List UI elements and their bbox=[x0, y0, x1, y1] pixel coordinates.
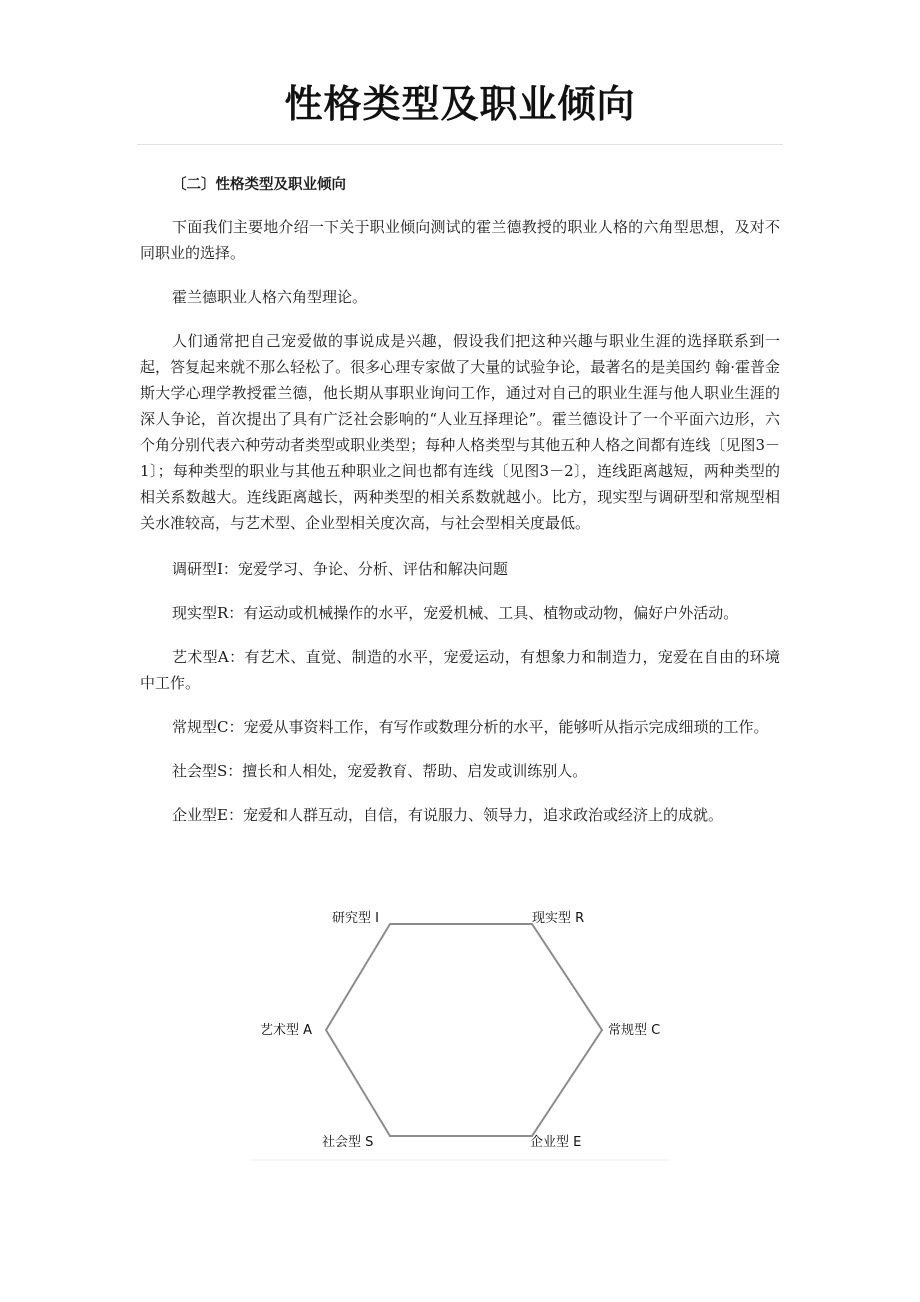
type-conventional-paragraph: 常规型C：宠爱从事资料工作，有写作或数理分析的水平，能够听从指示完成细琐的工作。 bbox=[172, 718, 769, 736]
type-investigative-paragraph: 调研型I：宠爱学习、争论、分析、评估和解决问题 bbox=[172, 560, 508, 578]
theory-heading-paragraph: 霍兰德职业人格六角型理论。 bbox=[172, 288, 368, 306]
hexagon-outline bbox=[326, 924, 602, 1136]
label-artistic: 艺术型 A bbox=[260, 1023, 313, 1038]
section-heading: 〔二〕性格类型及职业倾向 bbox=[172, 177, 346, 193]
type-enterprising-paragraph: 企业型E：宠爱和人群互动，自信，有说服力、领导力，追求政治或经济上的成就。 bbox=[172, 806, 723, 824]
type-realistic-paragraph: 现实型R：有运动或机械操作的水平，宠爱机械、工具、植物或动物，偏好户外活动。 bbox=[172, 604, 739, 622]
label-conventional: 常规型 C bbox=[608, 1023, 661, 1038]
type-social-paragraph: 社会型S：擅长和人相处，宠爱教育、帮助、启发或训练别人。 bbox=[172, 762, 588, 780]
type-artistic-paragraph: 艺术型A：有艺术、直觉、制造的水平，宠爱运动，有想象力和制造力，宠爱在自由的环境中工作。 bbox=[140, 648, 780, 692]
label-realistic: 现实型 R bbox=[532, 911, 585, 926]
label-social: 社会型 S bbox=[322, 1135, 374, 1150]
page-title: 性格类型及职业倾向 bbox=[284, 82, 636, 126]
hexagon-diagram bbox=[250, 900, 670, 1162]
holland-hexagon-figure bbox=[250, 900, 670, 1162]
theory-paragraph: 人们通常把自己宠爱做的事说成是兴趣，假设我们把这种兴趣与职业生涯的选择联系到一起，答复起来就不那么轻松了。很多心理专家做了大量的试验争论，最著名的是美国约 翰·霍普金斯大学心理学教授霍兰德，他长期从事职业询问工作，通过对自己的职业生涯与他人职业生涯的深人争论，首次提出了具有广泛社会影响的“人业互择理论”。霍兰德设计了一个平面六边形，六个角分别代表六种劳动者类型或职业类型；每种人格类型与其他五种人格之间都有连线〔见图3－1〕；每种类型的职业与其他五种职业之间也都有连线〔见图3－2〕，连线距离越短，两种类型的相关系数越大。连线距离越长，两种类型的相关系数就越小。比方，现实型与调研型和常规型相关水准较高，与艺术型、企业型相关度次高，与社会型相关度最低。 bbox=[140, 332, 780, 532]
title-divider bbox=[137, 144, 783, 145]
label-research: 研究型 I bbox=[332, 911, 379, 926]
label-enterprising: 企业型 E bbox=[530, 1135, 582, 1150]
document-body bbox=[140, 172, 780, 846]
intro-paragraph: 下面我们主要地介绍一下关于职业倾向测试的霍兰德教授的职业人格的六角型思想，及对不同职业的选择。 bbox=[140, 218, 780, 262]
